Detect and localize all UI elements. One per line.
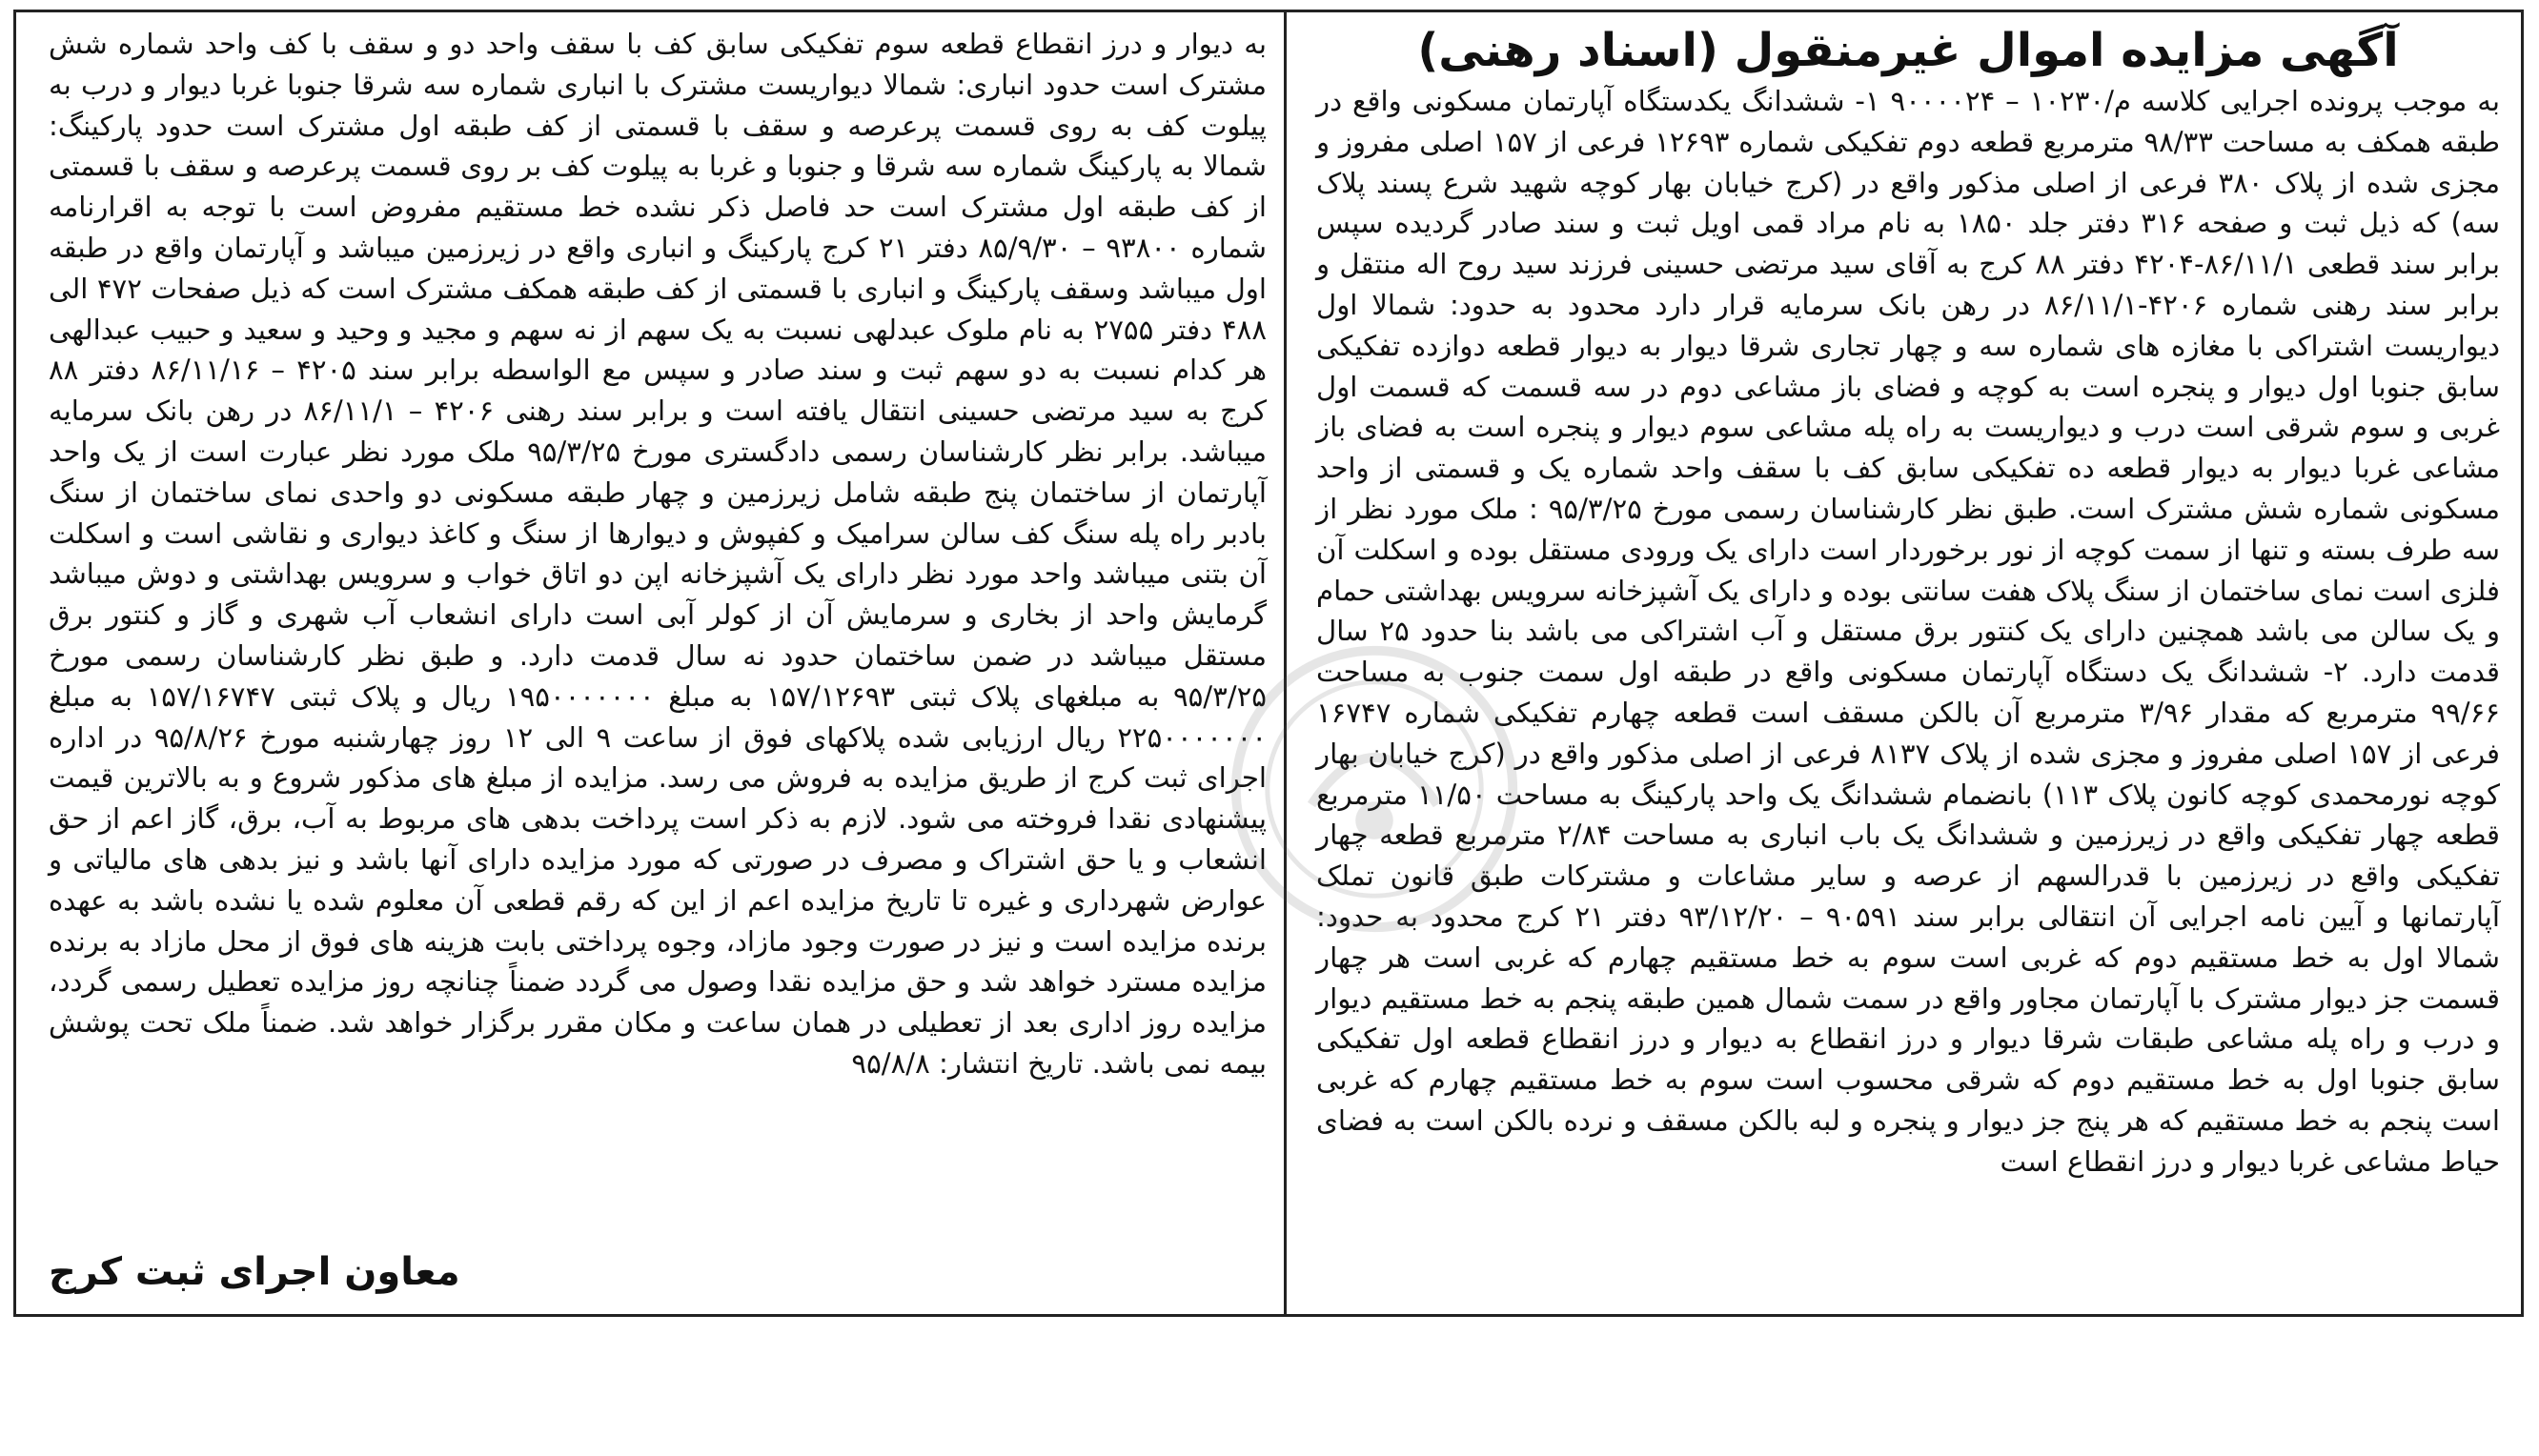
notice-body-left: به دیوار و درز انقطاع قطعه سوم تفکیکی سابق کف با سقف واحد دو و سقف با کف واحد شماره شش مشترک است حدود انباری: شمالا دیواریست مشترک با انباری شماره سه شرقا جنوبا غربا دیوار و درب به پیلوت کف به روی قسمت پرعرصه و سقف با قسمتی از کف طبقه اول مشترک است حدود پارکینگ: شمالا به پارکینگ شماره سه شرقا و جنوبا و غربا به پیلوت کف بر روی قسمت پرعرصه و سقف با قسمتی از کف طبقه اول مشترک است حد فاصل ذکر نشده خط مستقیم مفروض است با توجه به اقرارنامه شماره ۹۳۸۰۰ – ۸۵/۹/۳۰ دفتر ۲۱ کرج پارکینگ و انباری واقع در زیرزمین میباشد و آپارتمان واقع در طبقه اول میباشد وسقف پارکینگ و انباری با قسمتی از کف طبقه همکف مشترک است که ذیل صفحات ۴۷۲ الی ۴۸۸ دفتر ۲۷۵۵ به نام ملوک عبدلهی نسبت به یک سهم از نه سهم و مجید و وحید و سعید و حبیب عبدالهی هر کدام نسبت به دو سهم ثبت و سند صادر و سپس مع الواسطه برابر سند ۴۲۰۵ – ۸۶/۱۱/۱۶ دفتر ۸۸ کرج به سید مرتضی حسینی انتقال یافته است و برابر سند رهنی ۴۲۰۶ – ۸۶/۱۱/۱ در رهن بانک سرمایه میباشد. برابر نظر کارشناسان رسمی دادگستری مورخ ۹۵/۳/۲۵ ملک مورد نظر عبارت است از یک واحد آپارتمان از ساختمان پنج طبقه شامل زیرزمین و چهار طبقه مسکونی دو واحدی نمای ساختمان از سنگ بادبر راه پله سنگ کف سالن سرامیک و کفپوش و دیوارها از سنگ و کاغذ دیواری و نقاشی است و اسکلت آن بتنی میباشد واحد مورد نظر دارای یک آشپزخانه اپن دو اتاق خواب و سرویس بهداشتی و دوش میباشد گرمایش واحد از بخاری و سرمایش آن از کولر آبی است دارای انشعاب آب شهری و گاز و کنتور برق مستقل میباشد در ضمن ساختمان حدود نه سال قدمت دارد. و طبق نظر کارشناسان رسمی مورخ ۹۵/۳/۲۵ به مبلغهای پلاک ثبتی ۱۵۷/۱۲۶۹۳ به مبلغ ۱۹۵۰۰۰۰۰۰۰ ریال و پلاک ثبتی ۱۵۷/۱۶۷۴۷ به مبلغ ۲۲۵۰۰۰۰۰۰۰ ریال ارزیابی شده پلاکهای فوق از ساعت ۹ الی ۱۲ روز چهارشنبه مورخ ۹۵/۸/۲۶ در اداره اجرای ثبت کرج از طریق مزایده به فروش می رسد. مزایده از مبلغ های مذکور شروع و به بالاترین قیمت پیشنهادی نقدا فروخته می شود. لازم به ذکر است پرداخت بدهی های مربوط به آب، برق، گاز اعم از حق انشعاب و یا حق اشتراک و مصرف در صورتی که مورد مزایده دارای آنها باشد و نیز بدهی های مالیاتی و عوارض شهرداری و غیره تا تاریخ مزایده اعم از این که رقم قطعی آن معلوم شده یا نشده باشد به عهده برنده مزایده است و نیز در صورت وجود مازاد، وجوه پرداختی بابت هزینه های فوق از محل مازاد به برنده مزایده مسترد خواهد شد و حق مزایده نقدا وصول می گردد ضمناً چنانچه روز مزایده تعطیل رسمی گردد، مزایده روز اداری بعد از تعطیلی در همان ساعت و مکان مقرر برگزار خواهد شد. ضمناً ملک تحت پوشش بیمه نمی باشد. تاریخ انتشار: ۹۵/۸/۸ xyxy=(49,28,1268,1080)
notice-title: آگهی مزایده اموال غیرمنقول (اسناد رهنی) xyxy=(1417,24,2399,77)
notice-right-column xyxy=(1303,12,2521,1314)
auction-notice xyxy=(13,10,2524,1317)
column-divider xyxy=(1284,12,1287,1314)
signature: معاون اجرای ثبت کرج xyxy=(49,1250,460,1294)
notice-left-column xyxy=(16,12,1284,1314)
notice-body-right: به موجب پرونده اجرایی کلاسه م/۱۰۲۳۰ – ۹۰۰۰۰۲۴ ۱- ششدانگ یکدستگاه آپارتمان مسکونی واقع در طبقه همکف به مساحت ۹۸/۳۳ مترمربع قطعه دوم تفکیکی شماره ۱۲۶۹۳ فرعی از ۱۵۷ اصلی مفروز و مجزی شده از پلاک ۳۸۰ فرعی از اصلی مذکور واقع در (کرج خیابان بهار کوچه شهید شرع پسند پلاک سه) که ذیل ثبت و صفحه ۳۱۶ دفتر جلد ۱۸۵۰ به نام مراد قمی اویل ثبت و سند صادر گردیده سپس برابر سند قطعی ۸۶/۱۱/۱-۴۲۰۴ دفتر ۸۸ کرج به آقای سید مرتضی حسینی فرزند سید روح اله منتقل و برابر سند رهنی شماره ۴۲۰۶-۸۶/۱۱/۱ در رهن بانک سرمایه قرار دارد محدود به حدود: شمالا اول دیواریست اشتراکی با مغازه های شماره سه و چهار تجاری شرقا دیوار به دیوار قطعه دوازده تفکیکی سابق جنوبا اول دیوار و پنجره است به کوچه و فضای باز مشاعی دوم در سه قسمت که قسمت اول غربی و سوم شرقی است درب و دیواریست به راه پله مشاعی سوم دیوار و پنجره است به فضای باز مشاعی غربا دیوار به دیوار قطعه ده تفکیکی سابق کف با سقف واحد شماره یک و قسمتی از واحد مسکونی شماره شش مشترک است. طبق نظر کارشناسان رسمی مورخ ۹۵/۳/۲۵ : ملک مورد نظر از سه طرف بسته و تنها از سمت کوچه از نور برخوردار است دارای یک ورودی مستقل بوده و اسکلت آن فلزی است نمای ساختمان از سنگ پلاک هفت سانتی بوده و دارای یک آشپزخانه سرویس بهداشتی حمام و یک سالن می باشد همچنین دارای یک کنتور برق مستقل و آب اشتراکی می باشد بنا حدود ۲۵ سال قدمت دارد. ۲- ششدانگ یک دستگاه آپارتمان مسکونی واقع در طبقه اول سمت جنوب به مساحت ۹۹/۶۶ مترمربع که مقدار ۳/۹۶ مترمربع آن بالکن مسقف است قطعه چهارم تفکیکی شماره ۱۶۷۴۷ فرعی از ۱۵۷ اصلی مفروز و مجزی شده از پلاک ۸۱۳۷ فرعی از اصلی مذکور واقع در (کرج خیابان بهار کوچه نورمحمدی کوچه کانون پلاک ۱۱۳) بانضمام ششدانگ یک واحد پارکینگ به مساحت ۱۱/۵۰ مترمربع قطعه چهار تفکیکی واقع در زیرزمین و ششدانگ یک باب انباری به مساحت ۲/۸۴ مترمربع قطعه چهار تفکیکی واقع در زیرزمین با قدرالسهم از عرصه و سایر مشاعات و مشترکات طبق قانون تملک آپارتمانها و آیین نامه اجرایی آن انتقالی برابر سند ۹۰۵۹۱ – ۹۳/۱۲/۲۰ دفتر ۲۱ کرج محدود به حدود: شمالا اول به خط مستقیم دوم که غربی است سوم به خط مستقیم چهارم که غربی است هر چهار قسمت جز دیوار مشترک با آپارتمان مجاور واقع در سمت شمال همین طبقه پنجم به خط مستقیم دیوار و درب و راه پله مشاعی طبقات شرقا دیوار و درز انقطاع به دیوار و درز انقطاع قطعه اول تفکیکی سابق جنوبا اول به خط مستقیم دوم که شرقی محسوب است سوم به خط مستقیم چهارم که غربی است پنجم به خط مستقیم که هر پنج جز دیوار و پنجره و لبه بالکن مسقف و نرده بالکن است به فضای حیاط مشاعی غربا دیوار و درز انقطاع است xyxy=(1316,85,2501,1178)
